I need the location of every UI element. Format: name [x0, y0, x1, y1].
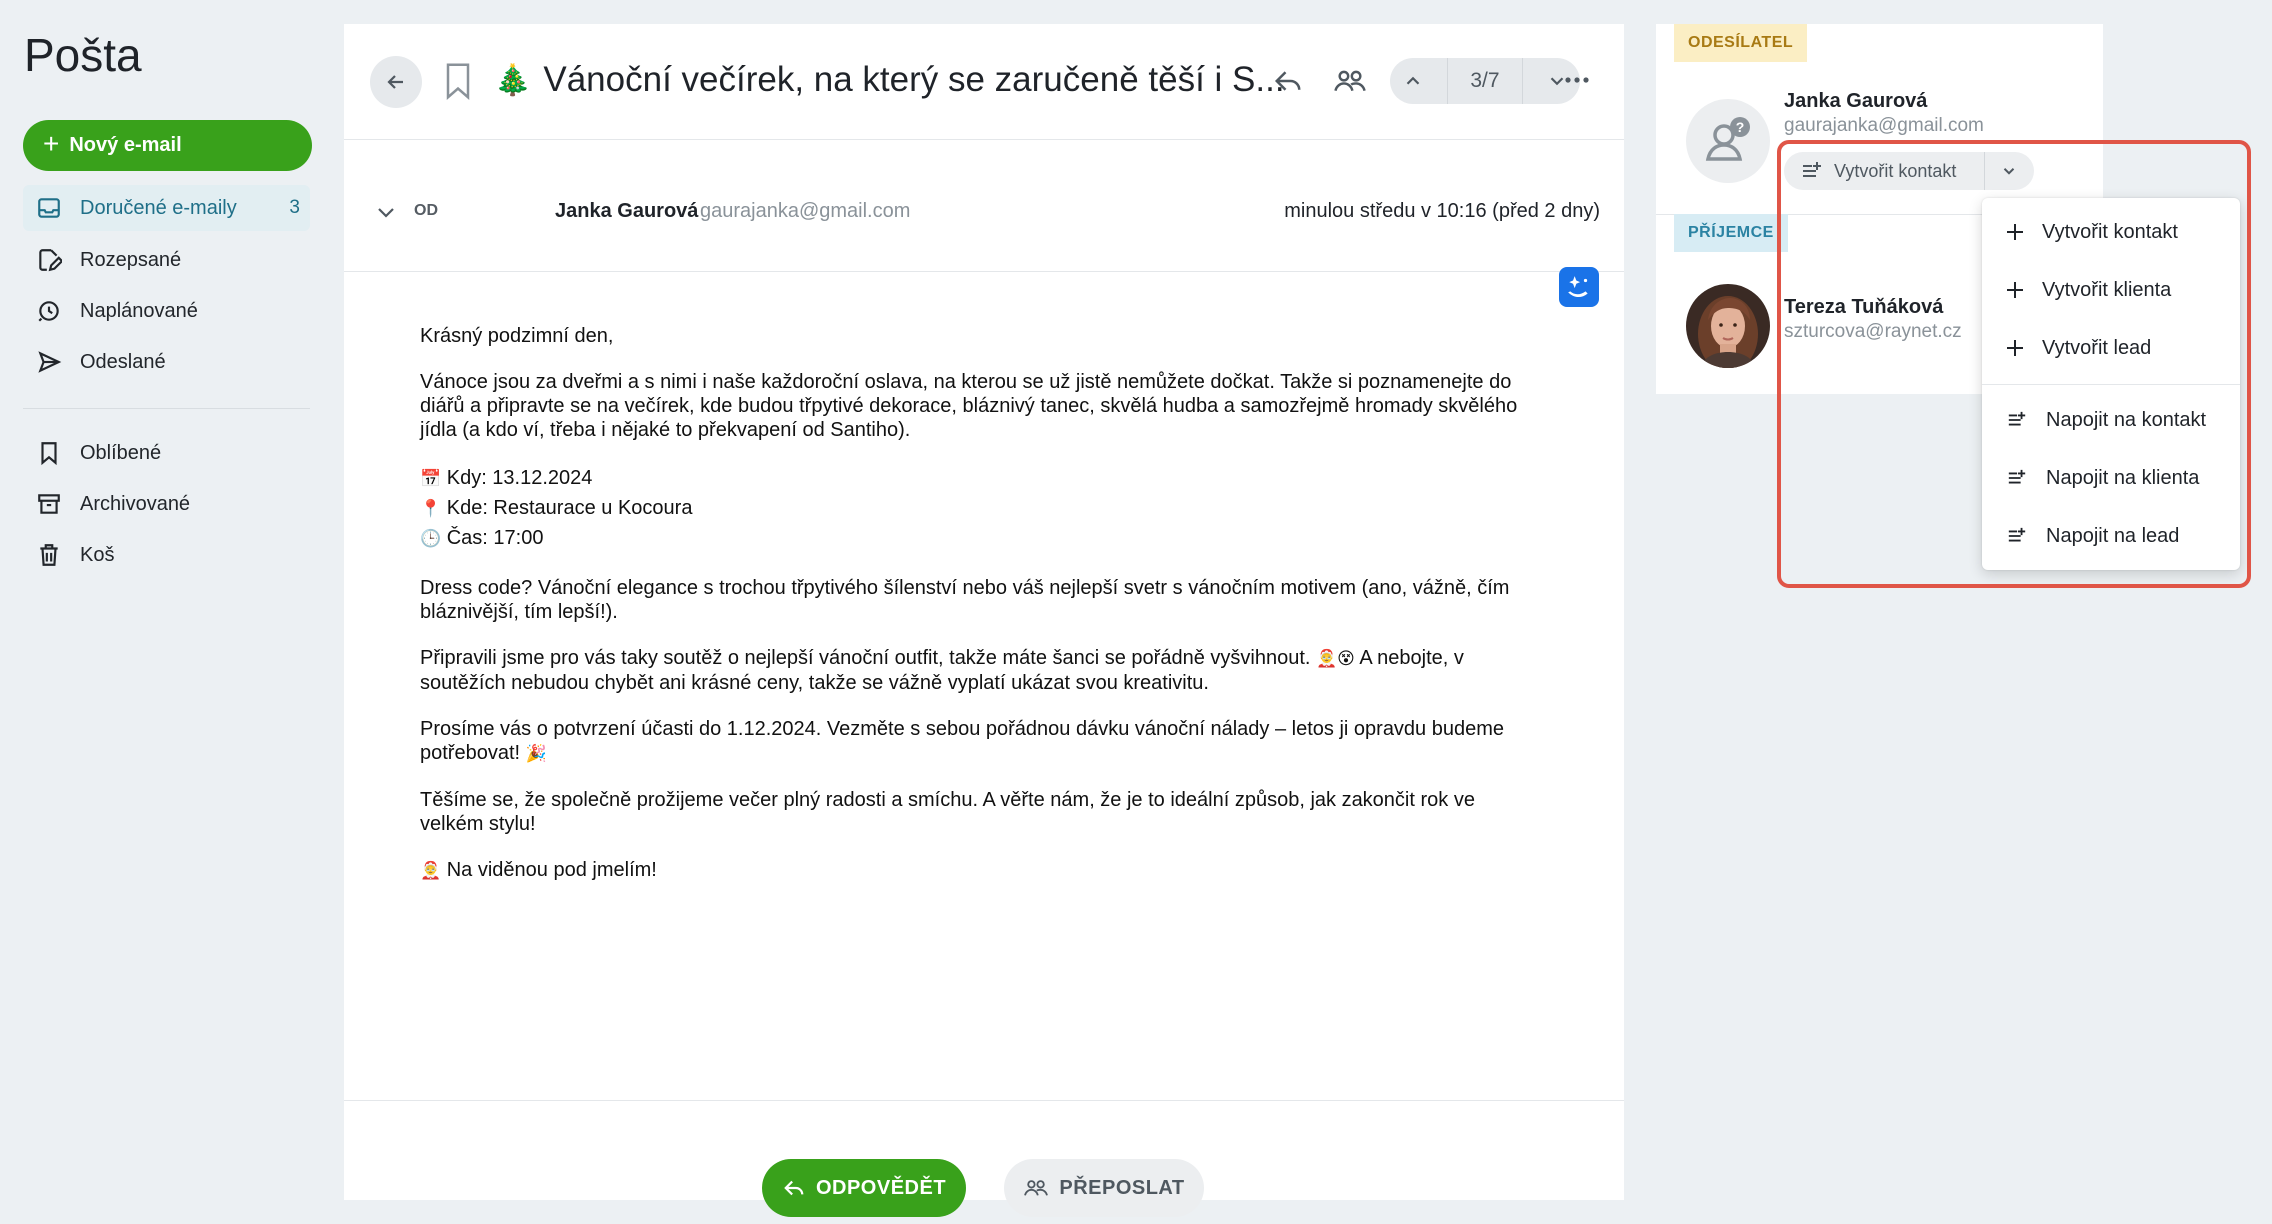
sparkle-icon	[1566, 274, 1592, 300]
sidebar-item-sent[interactable]	[23, 339, 310, 385]
body-paragraph	[420, 717, 1530, 766]
email-pager	[1390, 58, 1580, 104]
more-horizontal-icon	[1564, 76, 1590, 84]
menu-item-create-lead[interactable]	[1982, 320, 2240, 376]
sidebar	[0, 0, 330, 1224]
previous-email-button[interactable]	[1402, 70, 1424, 92]
plus-icon: +	[43, 128, 60, 159]
body-paragraph: Těšíme se, že společně prožijeme večer plný radosti a smíchu. A věřte nám, že je to ideální způsob, jak zakončit rok ve velkém stylu!	[420, 789, 1475, 835]
inbox-icon	[36, 195, 62, 221]
scheduled-icon	[36, 298, 62, 324]
menu-item-link-client[interactable]	[1982, 450, 2240, 506]
arrow-left-icon	[384, 70, 408, 94]
svg-text:?: ?	[1735, 119, 1745, 135]
body-closing	[420, 858, 1530, 883]
expand-header-button[interactable]	[374, 200, 398, 224]
menu-item-link-contact[interactable]	[1982, 392, 2240, 448]
event-place	[420, 494, 1530, 524]
menu-item-label: Vytvořit kontakt	[2042, 220, 2178, 243]
sender-contact-name: Janka Gaurová	[1784, 90, 1928, 112]
reply-button[interactable]	[762, 1159, 966, 1217]
sidebar-divider	[23, 408, 310, 409]
new-email-button[interactable]	[23, 120, 312, 171]
santa-emoji-icon: 🤶😵	[1316, 649, 1355, 669]
sender-contact-email: gaurajanka@gmail.com	[1784, 115, 1984, 136]
sidebar-item-favorites[interactable]	[23, 430, 310, 476]
unknown-avatar	[1686, 99, 1770, 183]
sender-email[interactable]: gaurajanka@gmail.com	[700, 200, 911, 222]
sidebar-item-archived[interactable]	[23, 481, 310, 527]
sidebar-item-label: Koš	[80, 543, 115, 566]
sidebar-item-label: Rozepsané	[80, 248, 182, 271]
forward-label: PŘEPOSLAT	[1059, 1176, 1185, 1199]
event-date-text: Kdy: 13.12.2024	[446, 467, 593, 489]
menu-item-label: Vytvořit lead	[2042, 336, 2152, 359]
pager-position: 3/7	[1470, 69, 1500, 92]
email-body	[420, 324, 1530, 905]
sender-tag: ODESÍLATEL	[1674, 24, 1807, 62]
plus-icon	[2006, 339, 2024, 357]
body-paragraph: Dress code? Vánoční elegance s trochou třpytivého šílenství nebo váš nejlepší svetr s vánočním motivem (ano, vážně, čím bláznivější, tím lepší!).	[420, 577, 1510, 623]
forward-button[interactable]	[1004, 1159, 1204, 1217]
email-header	[344, 140, 1624, 272]
email-toolbar	[344, 24, 1624, 140]
reply-icon	[1272, 66, 1304, 96]
app-title: Pošta	[24, 29, 142, 81]
pager-separator	[1447, 58, 1448, 104]
sender-name[interactable]: Janka Gaurová	[555, 200, 699, 222]
santa-icon: 🤶	[420, 861, 442, 881]
create-contact-menu	[1982, 198, 2240, 570]
create-contact-dropdown-toggle[interactable]	[1985, 162, 2033, 180]
body-text: Prosíme vás o potvrzení účasti do 1.12.2024. Vezměte s sebou pořádnou dávku vánoční nálady – letos ji opravdu budeme potřebovat!	[420, 718, 1505, 764]
body-text: Připravili jsme pro vás taky soutěž o nejlepší vánoční outfit, takže máte šanci se pořádně vyšvihnout.	[420, 647, 1311, 669]
sidebar-item-label: Odeslané	[80, 350, 166, 373]
send-icon	[36, 349, 62, 375]
email-actions	[344, 1100, 1624, 1200]
unread-count: 3	[289, 197, 300, 218]
body-greeting: Krásný podzimní den,	[420, 325, 614, 347]
back-button[interactable]	[370, 56, 422, 108]
sidebar-item-inbox[interactable]	[23, 185, 310, 231]
archive-icon	[36, 491, 62, 517]
event-time	[420, 524, 1530, 554]
reply-icon	[782, 1177, 806, 1199]
sidebar-item-label: Naplánované	[80, 299, 198, 322]
menu-item-link-lead[interactable]	[1982, 508, 2240, 564]
trash-icon	[36, 542, 62, 568]
calendar-icon: 📅	[420, 469, 442, 489]
bookmark-button[interactable]	[443, 62, 473, 100]
create-contact-split-button	[1784, 152, 2034, 190]
chevron-down-icon	[2000, 162, 2018, 180]
ai-assistant-button[interactable]	[1559, 267, 1599, 307]
clock-icon: 🕒	[420, 529, 442, 549]
create-contact-button[interactable]	[1784, 160, 1984, 182]
event-date	[420, 464, 1530, 494]
reply-icon-button[interactable]	[1272, 66, 1304, 96]
menu-item-label: Vytvořit klienta	[2042, 278, 2172, 301]
christmas-tree-icon: 🎄	[494, 62, 532, 98]
recipient-contact-name: Tereza Tuňáková	[1784, 296, 1944, 318]
subject-text: Vánoční večírek, na který se zaručeně těší i S...	[543, 60, 1285, 99]
body-text: A nebojte, v soutěžích nebudou chybět ani krásné ceny, takže se vážně vyplatí ukázat svou kreativitu.	[420, 647, 1464, 694]
reply-label: ODPOVĚDĚT	[815, 1176, 947, 1199]
pager-separator	[1522, 58, 1523, 104]
body-paragraph	[420, 646, 1530, 695]
sidebar-item-label: Archivované	[80, 492, 191, 515]
sidebar-item-trash[interactable]	[23, 532, 310, 578]
add-list-icon	[1800, 160, 1824, 182]
recipient-tag: PŘÍJEMCE	[1674, 214, 1788, 252]
plus-icon	[2006, 281, 2024, 299]
forward-people-button[interactable]	[1333, 66, 1367, 96]
party-popper-icon: 🎉	[525, 744, 547, 764]
menu-item-label: Napojit na klienta	[2046, 466, 2200, 489]
bookmark-icon	[36, 440, 62, 466]
pin-icon: 📍	[420, 499, 442, 519]
recipient-contact-email: szturcova@raynet.cz	[1784, 321, 1962, 342]
email-date: minulou středu v 10:16 (před 2 dny)	[1284, 200, 1600, 222]
chevron-up-icon	[1402, 70, 1424, 92]
from-label: OD	[414, 202, 438, 219]
chevron-down-icon	[374, 200, 398, 224]
unknown-person-icon	[1700, 113, 1756, 169]
menu-item-label: Napojit na kontakt	[2046, 408, 2207, 431]
menu-item-label: Napojit na lead	[2046, 524, 2180, 547]
recipient-avatar	[1686, 284, 1770, 368]
sidebar-item-label: Oblíbené	[80, 441, 162, 464]
link-list-icon	[2006, 468, 2028, 488]
menu-item-create-client[interactable]	[1982, 262, 2240, 318]
email-view	[344, 24, 1624, 1200]
new-email-label: Nový e-mail	[69, 134, 182, 156]
plus-icon	[2006, 223, 2024, 241]
link-list-icon	[2006, 410, 2028, 430]
event-time-text: Čas: 17:00	[446, 527, 544, 549]
menu-item-create-contact[interactable]	[1982, 204, 2240, 260]
more-options-button[interactable]	[1564, 76, 1590, 84]
body-paragraph: Vánoce jsou za dveřmi a s nimi i naše každoroční oslava, na kterou se už jistě nemůžete dočkat. Takže si poznamenejte do diářů a připravte se na večírek, kde budou třpytivé dekorace, bláznivý tanec, skvělá hudba a samozřejmě hromady skvělého jídla (a kdo ví, třeba i nějaké to překvapení od Santiho).	[420, 371, 1518, 441]
sidebar-item-drafts[interactable]	[23, 237, 310, 283]
bookmark-icon	[443, 62, 473, 100]
people-icon	[1333, 66, 1367, 96]
sidebar-item-label: Doručené e-maily	[80, 196, 237, 219]
create-contact-label: Vytvořit kontakt	[1834, 160, 1957, 181]
sidebar-item-scheduled[interactable]	[23, 288, 310, 334]
event-place-text: Kde: Restaurace u Kocoura	[446, 497, 693, 519]
draft-icon	[36, 247, 62, 273]
link-list-icon	[2006, 526, 2028, 546]
menu-separator	[1982, 384, 2240, 385]
closing-text: Na viděnou pod jmelím!	[446, 859, 657, 881]
people-icon	[1023, 1177, 1049, 1199]
